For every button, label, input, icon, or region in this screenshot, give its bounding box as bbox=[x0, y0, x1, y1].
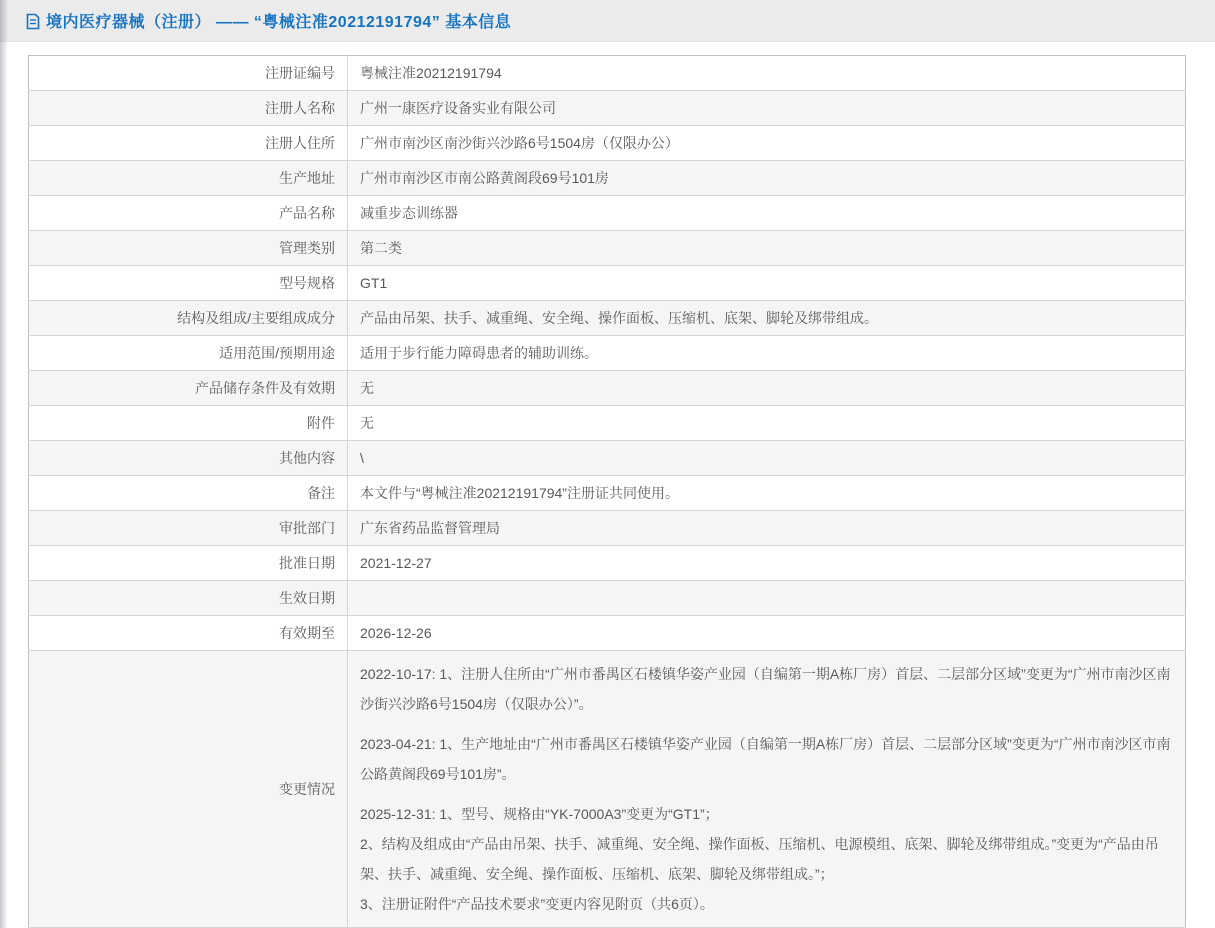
info-table-body bbox=[29, 56, 1186, 928]
row-label: 生产地址 bbox=[29, 161, 348, 196]
row-label: 其他内容 bbox=[29, 441, 348, 476]
table-row bbox=[29, 616, 1186, 651]
row-label: 注册人名称 bbox=[29, 91, 348, 126]
value-line: 2023-04-21: 1、生产地址由“广州市番禺区石楼镇华姿产业园（自编第一期A栋厂房）首层、二层部分区域”变更为“广州市南沙区市南公路黄阁段69号101房”。 bbox=[360, 736, 1171, 782]
table-row bbox=[29, 56, 1186, 91]
row-value: 粤械注准20212191794 bbox=[360, 65, 502, 81]
row-label: 附件 bbox=[29, 406, 348, 441]
table-row bbox=[29, 301, 1186, 336]
left-edge-shadow bbox=[0, 0, 8, 928]
row-value: 无 bbox=[360, 415, 374, 431]
value-line: 2022-10-17: 1、注册人住所由“广州市番禺区石楼镇华姿产业园（自编第一期A栋厂房）首层、二层部分区域”变更为“广州市南沙区南沙街兴沙路6号1504房（仅限办公）”。 bbox=[360, 666, 1171, 712]
page-header bbox=[0, 0, 1215, 42]
table-row bbox=[29, 581, 1186, 616]
row-value bbox=[348, 581, 1186, 616]
table-row bbox=[29, 511, 1186, 546]
info-table bbox=[28, 55, 1186, 928]
row-value: 2021-12-27 bbox=[360, 555, 432, 571]
row-value: 适用于步行能力障碍患者的辅助训练。 bbox=[360, 345, 598, 361]
row-value: GT1 bbox=[360, 275, 388, 291]
row-label: 适用范围/预期用途 bbox=[29, 336, 348, 371]
row-value: 广州一康医疗设备实业有限公司 bbox=[360, 100, 556, 116]
table-row bbox=[29, 266, 1186, 301]
row-label: 变更情况 bbox=[29, 651, 348, 928]
row-label: 注册证编号 bbox=[29, 56, 348, 91]
row-label: 有效期至 bbox=[29, 616, 348, 651]
row-value: 广州市南沙区市南公路黄阁段69号101房 bbox=[360, 170, 609, 186]
table-row bbox=[29, 126, 1186, 161]
value-line: 2025-12-31: 1、型号、规格由“YK-7000A3”变更为“GT1”； bbox=[360, 806, 719, 822]
row-label: 结构及组成/主要组成成分 bbox=[29, 301, 348, 336]
row-label: 型号规格 bbox=[29, 266, 348, 301]
document-icon bbox=[26, 13, 40, 30]
row-value: 产品由吊架、扶手、减重绳、安全绳、操作面板、压缩机、底架、脚轮及绑带组成。 bbox=[360, 310, 878, 326]
row-label: 管理类别 bbox=[29, 231, 348, 266]
row-value: 减重步态训练器 bbox=[360, 205, 458, 221]
table-row bbox=[29, 406, 1186, 441]
table-row bbox=[29, 546, 1186, 581]
table-row bbox=[29, 371, 1186, 406]
table-row bbox=[29, 91, 1186, 126]
row-value: 第二类 bbox=[360, 240, 402, 256]
row-value bbox=[348, 651, 1186, 928]
row-value: 本文件与“粤械注准20212191794”注册证共同使用。 bbox=[360, 485, 679, 501]
row-label: 批准日期 bbox=[29, 546, 348, 581]
row-label: 注册人住所 bbox=[29, 126, 348, 161]
page-title: 境内医疗器械（注册） —— “粤械注准20212191794” 基本信息 bbox=[46, 14, 512, 31]
row-value: 广东省药品监督管理局 bbox=[360, 520, 500, 536]
value-spacer bbox=[360, 719, 1171, 729]
row-label: 产品名称 bbox=[29, 196, 348, 231]
row-label: 审批部门 bbox=[29, 511, 348, 546]
table-row bbox=[29, 651, 1186, 928]
row-label: 生效日期 bbox=[29, 581, 348, 616]
table-row bbox=[29, 231, 1186, 266]
row-label: 备注 bbox=[29, 476, 348, 511]
row-value: 广州市南沙区南沙街兴沙路6号1504房（仅限办公） bbox=[360, 135, 679, 151]
row-label: 产品储存条件及有效期 bbox=[29, 371, 348, 406]
table-row bbox=[29, 476, 1186, 511]
value-line: 2、结构及组成由“产品由吊架、扶手、减重绳、安全绳、操作面板、压缩机、电源模组、底架、脚轮及绑带组成。”变更为“产品由吊架、扶手、减重绳、安全绳、操作面板、压缩机、底架、脚轮及绑带组成。”； bbox=[360, 836, 1159, 882]
table-row bbox=[29, 441, 1186, 476]
content-area bbox=[0, 42, 1215, 928]
row-value: 无 bbox=[360, 380, 374, 396]
row-value: \ bbox=[360, 450, 364, 466]
value-line: 3、注册证附件“产品技术要求”变更内容见附页（共6页）。 bbox=[360, 896, 714, 912]
row-value: 2026-12-26 bbox=[360, 625, 432, 641]
value-spacer bbox=[360, 789, 1171, 799]
table-row bbox=[29, 336, 1186, 371]
table-row bbox=[29, 196, 1186, 231]
table-row bbox=[29, 161, 1186, 196]
